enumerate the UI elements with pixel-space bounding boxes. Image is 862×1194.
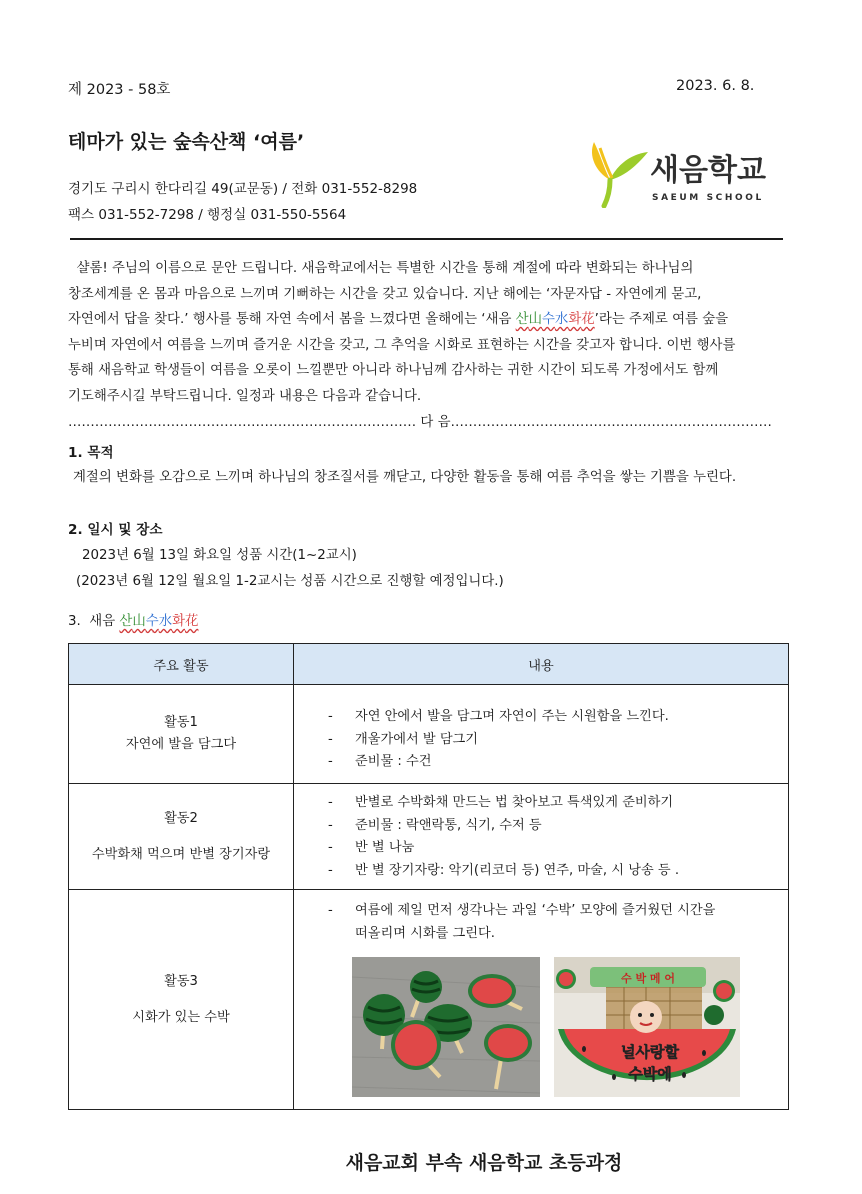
activity-cell	[69, 784, 294, 890]
activity-name: 활동1	[164, 715, 198, 730]
activity-subtitle: 수박화채 먹으며 반별 장기자랑	[91, 846, 271, 862]
schedule-note: (2023년 6월 12일 월요일 1-2교시는 성품 시간으로 진행할 예정입니다.)	[76, 574, 504, 589]
content-cell	[294, 685, 789, 784]
header-divider	[70, 238, 783, 240]
watermelon-poem-photo	[554, 957, 740, 1097]
schedule-heading: 2. 일시 및 장소	[68, 522, 163, 538]
table-row	[69, 685, 789, 784]
theme-hanja: 산山수水화花	[119, 614, 199, 629]
table-row	[69, 890, 789, 1110]
list-item: - 반별로 수박화채 만드는 법 찾아보고 특색있게 준비하기	[328, 792, 778, 815]
list-item: - 자연 안에서 발을 담그며 자연이 주는 시원함을 느낀다.	[328, 706, 778, 729]
watermelon-fans-photo	[352, 957, 540, 1097]
purpose-heading: 1. 목적	[68, 445, 114, 461]
list-item: - 반 별 장기자랑: 악기(리코더 등) 연주, 마술, 시 낭송 등 .	[328, 860, 778, 883]
poster-poem-line2: 수박에	[628, 1065, 672, 1083]
poster-banner-text: 수 박 메 어	[621, 972, 675, 985]
leaf-icon	[592, 142, 648, 206]
theme-hanja: 산山수水화花	[515, 312, 595, 327]
fax-line: 팩스 031-552-7298 / 행정실 031-550-5564	[68, 207, 347, 223]
page-title: 테마가 있는 숲속산책 ‘여름’	[68, 131, 305, 153]
activity-cell	[69, 890, 294, 1110]
address-line: 경기도 구리시 한다리길 49(교문동) / 전화 031-552-8298	[68, 181, 418, 197]
activity-name: 활동3	[164, 973, 198, 989]
dotted-divider: …………………………………………………………………… 다 음………………………………………………………………	[68, 415, 772, 430]
activity-subtitle: 시화가 있는 수박	[132, 1009, 230, 1025]
theme-heading: 3. 새음 산山수水화花	[68, 614, 199, 629]
school-logo	[586, 136, 782, 208]
logo-korean-text: 새음학교	[650, 153, 766, 188]
purpose-text: 계절의 변화를 오감으로 느끼며 하나님의 창조질서를 깨닫고, 다양한 활동을 통해 여름 추억을 쌓는 기쁨을 누린다.	[73, 470, 737, 485]
activity-cell	[69, 685, 294, 784]
table-row	[69, 784, 789, 890]
photo-gallery	[352, 957, 778, 1097]
list-item: - 반 별 나눔	[328, 837, 778, 860]
intro-line: 자연에서 답을 찾다.’ 행사를 통해 자연 속에서 봄을 느꼈다면 올해에는 ‘새음 산山수水화花’라는 주제로 여름 숲을	[68, 312, 729, 327]
intro-line: 창조세계를 온 몸과 마음으로 느끼며 기뻐하는 시간을 갖고 있습니다. 지난 해에는 ‘자문자답 - 자연에게 묻고,	[68, 286, 702, 302]
intro-line: 기도해주시길 부탁드립니다. 일정과 내용은 다음과 같습니다.	[68, 388, 422, 404]
footer-school-name: 새음교회 부속 새음학교 초등과정	[345, 1152, 623, 1174]
table-header-row	[69, 644, 789, 685]
logo-english-text: SAEUM SCHOOL	[652, 193, 764, 203]
intro-paragraph	[68, 256, 792, 409]
list-item: - 여름에 제일 먼저 생각나는 과일 ‘수박’ 모양에 즐거웠던 시간을 떠올리며 시화를 그린다.	[328, 900, 778, 945]
intro-line: 누비며 자연에서 여름을 느끼며 즐거운 시간을 갖고, 그 추억을 시화로 표현하는 시간을 갖고자 합니다. 이번 행사를	[68, 337, 736, 353]
column-header-content: 내용	[294, 644, 789, 685]
intro-line: 통해 새음학교 학생들이 여름을 오롯이 느낄뿐만 아니라 하나님께 감사하는 귀한 시간이 되도록 가정에서도 함께	[68, 363, 719, 378]
activity-table	[68, 643, 789, 1110]
document-date: 2023. 6. 8.	[676, 78, 755, 94]
activity-subtitle: 자연에 발을 담그다	[125, 737, 237, 752]
column-header-activity: 주요 활동	[69, 644, 294, 685]
activity-name: 활동2	[164, 810, 198, 826]
content-cell	[294, 890, 789, 1110]
schedule-date: 2023년 6월 13일 화요일 성품 시간(1~2교시)	[82, 548, 357, 563]
content-cell	[294, 784, 789, 890]
poster-poem-line1: 널사랑할	[621, 1043, 679, 1061]
document-number: 제 2023 - 58호	[68, 82, 171, 98]
list-item: - 개울가에서 발 담그기	[328, 729, 778, 752]
list-item: - 준비물 : 락앤락통, 식기, 수저 등	[328, 815, 778, 838]
intro-line: 샬롬! 주님의 이름으로 문안 드립니다. 새음학교에서는 특별한 시간을 통해 계절에 따라 변화되는 하나님의	[68, 261, 694, 276]
list-item: - 준비물 : 수건	[328, 751, 778, 774]
